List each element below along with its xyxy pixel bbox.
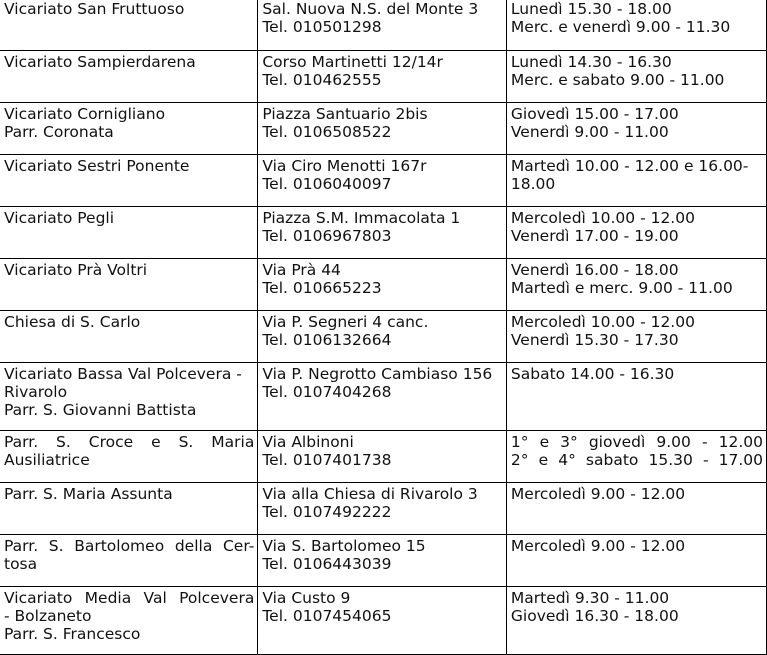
hours-line: Merc. e venerdì 9.00 - 11.30 — [510, 18, 731, 36]
address-line: Via P. Negrotto Cambiaso 156 — [262, 364, 493, 383]
address-line: Tel. 0107401738 — [262, 450, 392, 469]
hours-line: 1° e 3° giovedì 9.00 - 12.00 — [510, 432, 763, 451]
hours-cell — [506, 50, 766, 102]
address-line: Corso Martinetti 12/14r — [262, 52, 443, 71]
hours-line: Mercoledì 10.00 - 12.00 — [510, 312, 695, 331]
place-cell — [0, 50, 258, 102]
hours-line: Giovedì 16.30 - 18.00 — [510, 606, 679, 625]
address-line: Tel. 010462555 — [262, 70, 382, 89]
table-row — [0, 206, 767, 258]
hours-line: Venerdì 17.00 - 19.00 — [510, 226, 679, 245]
place-line: Parr. S. Croce e S. Maria — [4, 432, 255, 451]
hours-line: Martedì e merc. 9.00 - 11.00 — [510, 278, 733, 297]
address-line: Tel. 010665223 — [262, 278, 382, 297]
hours-cell — [506, 586, 766, 654]
hours-cell — [506, 362, 766, 430]
table-row — [0, 50, 767, 102]
place-cell — [0, 310, 258, 362]
hours-line: Martedì 9.30 - 11.00 — [510, 588, 670, 607]
hours-line: Lunedì 14.30 - 16.30 — [510, 52, 672, 71]
address-line: Tel. 0106040097 — [262, 174, 392, 193]
place-line: Parr. S. Francesco — [4, 624, 141, 643]
address-line: Via Prà 44 — [262, 260, 341, 279]
hours-line: 2° e 4° sabato 15.30 - 17.00 — [510, 450, 763, 469]
place-cell — [0, 102, 258, 154]
hours-line: Mercoledì 9.00 - 12.00 — [510, 484, 686, 503]
place-line: Vicariato San Fruttuoso — [4, 0, 185, 18]
address-cell — [258, 534, 507, 586]
hours-line: Lunedì 15.30 - 18.00 — [510, 0, 672, 18]
place-cell — [0, 154, 258, 206]
address-line: Via S. Bartolomeo 15 — [262, 536, 426, 555]
address-cell — [258, 102, 507, 154]
place-cell — [0, 206, 258, 258]
address-line: Tel. 0107492222 — [262, 502, 392, 521]
table-row — [0, 534, 767, 586]
address-cell — [258, 206, 507, 258]
address-cell — [258, 482, 507, 534]
hours-line: Mercoledì 9.00 - 12.00 — [510, 536, 686, 555]
address-cell — [258, 50, 507, 102]
place-line: Vicariato Pegli — [4, 208, 115, 227]
place-line: tosa — [4, 554, 38, 573]
table-row — [0, 154, 767, 206]
address-line: Via Albinoni — [262, 432, 354, 451]
place-line: Vicariato Media Val Polcevera — [4, 588, 255, 607]
place-cell — [0, 0, 258, 50]
table-row — [0, 258, 767, 310]
hours-cell — [506, 102, 766, 154]
place-line: Vicariato Bassa Val Polcevera - — [4, 364, 242, 383]
address-cell — [258, 310, 507, 362]
hours-line: Sabato 14.00 - 16.30 — [510, 364, 675, 383]
hours-cell — [506, 482, 766, 534]
address-line: Via Custo 9 — [262, 588, 351, 607]
place-cell — [0, 258, 258, 310]
place-line: Vicariato Cornigliano — [4, 104, 166, 123]
place-line: Parr. S. Bartolomeo della Cer- — [4, 536, 255, 555]
hours-cell — [506, 154, 766, 206]
address-line: Tel. 0106132664 — [262, 330, 392, 349]
table-row — [0, 102, 767, 154]
address-line: Tel. 0107404268 — [262, 382, 392, 401]
table-row — [0, 430, 767, 482]
place-line: Chiesa di S. Carlo — [4, 312, 141, 331]
address-line: Via P. Segneri 4 canc. — [262, 312, 429, 331]
hours-cell — [506, 258, 766, 310]
table-row — [0, 0, 767, 50]
hours-line: Mercoledì 10.00 - 12.00 — [510, 208, 695, 227]
address-line: Tel. 0106967803 — [262, 226, 392, 245]
hours-cell — [506, 0, 766, 50]
hours-line: Venerdì 9.00 - 11.00 — [510, 122, 669, 141]
address-cell — [258, 362, 507, 430]
place-line: Rivarolo — [4, 382, 68, 401]
address-line: Tel. 0106443039 — [262, 554, 392, 573]
address-line: Via alla Chiesa di Rivarolo 3 — [262, 484, 478, 503]
place-cell — [0, 534, 258, 586]
hours-line: Giovedì 15.00 - 17.00 — [510, 104, 679, 123]
address-cell — [258, 430, 507, 482]
address-line: Sal. Nuova N.S. del Monte 3 — [262, 0, 479, 18]
place-cell — [0, 362, 258, 430]
address-cell — [258, 586, 507, 654]
address-cell — [258, 154, 507, 206]
table-row — [0, 482, 767, 534]
table-row — [0, 310, 767, 362]
address-line: Tel. 0107454065 — [262, 606, 392, 625]
place-cell — [0, 482, 258, 534]
hours-cell — [506, 534, 766, 586]
hours-line: 18.00 — [510, 174, 556, 193]
hours-cell — [506, 206, 766, 258]
hours-cell — [506, 430, 766, 482]
place-line: Vicariato Sampierdarena — [4, 52, 196, 71]
place-cell — [0, 586, 258, 654]
place-line: Parr. S. Giovanni Battista — [4, 400, 197, 419]
hours-line: Merc. e sabato 9.00 - 11.00 — [510, 70, 725, 89]
address-line: Tel. 0106508522 — [262, 122, 392, 141]
place-line: Ausiliatrice — [4, 450, 90, 469]
table-row — [0, 586, 767, 654]
address-line: Piazza S.M. Immacolata 1 — [262, 208, 461, 227]
table-row — [0, 362, 767, 430]
address-line: Piazza Santuario 2bis — [262, 104, 428, 123]
place-cell — [0, 430, 258, 482]
address-line: Tel. 010501298 — [262, 18, 382, 36]
hours-line: Venerdì 15.30 - 17.30 — [510, 330, 679, 349]
hours-cell — [506, 310, 766, 362]
place-line: Vicariato Sestri Ponente — [4, 156, 190, 175]
hours-line: Martedì 10.00 - 12.00 e 16.00- — [510, 156, 749, 175]
place-line: Vicariato Prà Voltri — [4, 260, 148, 279]
hours-line: Venerdì 16.00 - 18.00 — [510, 260, 679, 279]
place-line: Parr. Coronata — [4, 122, 114, 141]
place-line: - Bolzaneto — [4, 606, 92, 625]
address-line: Via Ciro Menotti 167r — [262, 156, 427, 175]
address-cell — [258, 258, 507, 310]
address-cell — [258, 0, 507, 50]
place-line: Parr. S. Maria Assunta — [4, 484, 173, 503]
